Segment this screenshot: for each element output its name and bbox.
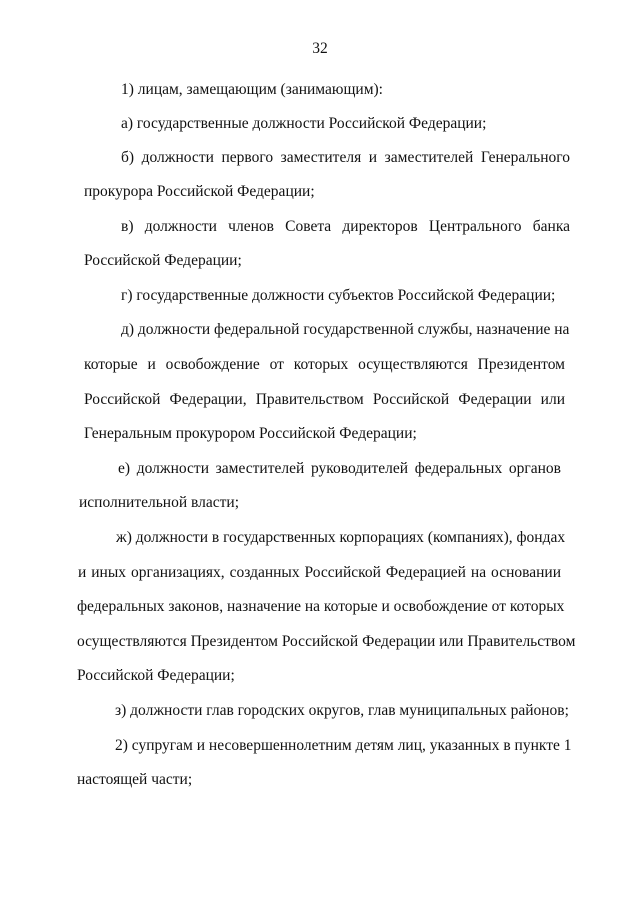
text-line: которые и освобождение от которых осуществляются Президентом xyxy=(84,356,565,373)
text-line: е) должности заместителей руководителей федеральных органов xyxy=(118,460,561,477)
text-line: б) должности первого заместителя и заместителей Генерального xyxy=(121,149,570,166)
text-line: Российской Федерации; xyxy=(84,252,242,269)
text-line: з) должности глав городских округов, глав муниципальных районов; xyxy=(115,702,569,719)
text-line: д) должности федеральной государственной службы, назначение на xyxy=(121,321,570,338)
text-line: Российской Федерации, Правительством Российской Федерации или xyxy=(84,391,565,408)
text-line: настоящей части; xyxy=(77,771,193,788)
text-line: Российской Федерации; xyxy=(77,667,235,684)
text-line: ж) должности в государственных корпорациях (компаниях), фондах xyxy=(116,529,566,546)
text-line: осуществляются Президентом Российской Федерации или Правительством xyxy=(77,633,576,650)
text-line: 1) лицам, замещающим (занимающим): xyxy=(121,81,383,98)
text-line: а) государственные должности Российской Федерации; xyxy=(121,115,487,132)
text-line: и иных организациях, созданных Российской Федерацией на основании xyxy=(78,564,561,581)
text-line: прокурора Российской Федерации; xyxy=(84,183,315,200)
text-line: г) государственные должности субъектов Российской Федерации; xyxy=(121,287,556,304)
text-line: 2) супругам и несовершеннолетним детям лиц, указанных в пункте 1 xyxy=(115,737,572,754)
text-line: Генеральным прокурором Российской Федерации; xyxy=(84,425,417,442)
text-line: в) должности членов Совета директоров Центрального банка xyxy=(121,218,570,235)
text-line: федеральных законов, назначение на которые и освобождение от которых xyxy=(77,598,565,615)
page-number: 32 xyxy=(312,40,328,57)
text-line: исполнительной власти; xyxy=(79,494,239,511)
